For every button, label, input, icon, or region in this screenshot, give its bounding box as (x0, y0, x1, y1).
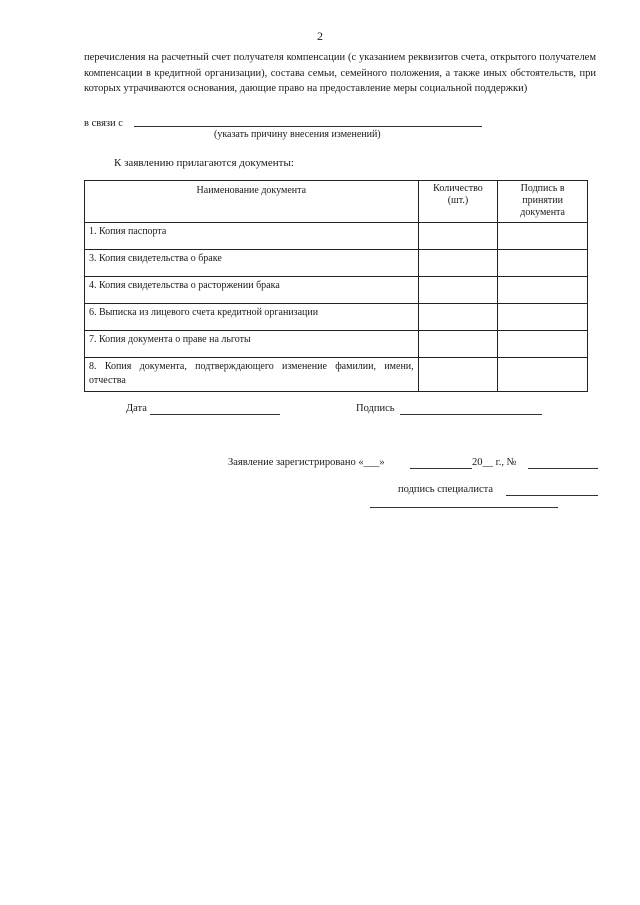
document-name: 7. Копия документа о праве на льготы (85, 331, 419, 358)
header-signature: Подпись в принятии документа (498, 181, 588, 223)
specialist-label: подпись специалиста (398, 484, 494, 495)
reason-hint: (указать причину внесения изменений) (214, 129, 381, 140)
paragraph-text: перечисления на расчетный счет получателя компенсации (с указанием реквизитов счета, открытого получателем компенсации в кредитной организации), состава семьи, семейного положения, а также иных обстоятельств, при которых утрачиваются основания, дающие право на предоставление меры социальной поддержки) (84, 52, 596, 94)
quantity-cell[interactable] (418, 250, 498, 277)
signature-cell[interactable] (498, 304, 588, 331)
table-row (85, 358, 588, 392)
signature-label: Подпись (356, 403, 395, 414)
table-row (85, 277, 588, 304)
header-name: Наименование документа (85, 181, 419, 223)
document-name: 3. Копия свидетельства о браке (85, 250, 419, 277)
document-name: 4. Копия свидетельства о расторжении брака (85, 277, 419, 304)
signature-field-line[interactable] (400, 414, 542, 415)
signature-cell[interactable] (498, 358, 588, 392)
signature-cell[interactable] (498, 331, 588, 358)
registration-text: Заявление зарегистрировано «___» (228, 457, 385, 468)
quantity-cell[interactable] (418, 331, 498, 358)
documents-table (84, 180, 588, 392)
quantity-cell[interactable] (418, 277, 498, 304)
table-row (85, 304, 588, 331)
quantity-cell[interactable] (418, 358, 498, 392)
quantity-cell[interactable] (418, 223, 498, 250)
table-row (85, 250, 588, 277)
date-label: Дата (126, 403, 147, 414)
date-field-line[interactable] (150, 414, 280, 415)
registration-number-line[interactable] (528, 468, 598, 469)
table-row (85, 223, 588, 250)
header-quantity: Количество (шт.) (418, 181, 498, 223)
quantity-cell[interactable] (418, 304, 498, 331)
registration-year: 20__ г., № (472, 457, 517, 468)
document-name: 6. Выписка из лицевого счета кредитной организации (85, 304, 419, 331)
reason-label: в связи с (84, 118, 123, 129)
page-number: 2 (317, 29, 323, 43)
registration-date-line[interactable] (410, 468, 472, 469)
reason-field-line[interactable] (134, 126, 482, 127)
signature-cell[interactable] (498, 223, 588, 250)
document-name: 1. Копия паспорта (85, 223, 419, 250)
table-header-row (85, 181, 588, 223)
signature-cell[interactable] (498, 277, 588, 304)
specialist-name-line[interactable] (370, 507, 558, 508)
table-row (85, 331, 588, 358)
specialist-signature-line[interactable] (506, 495, 598, 496)
document-name: 8. Копия документа, подтверждающего изменение фамилии, имени, отчества (85, 358, 419, 392)
signature-cell[interactable] (498, 250, 588, 277)
attachments-intro: К заявлению прилагаются документы: (114, 157, 294, 169)
